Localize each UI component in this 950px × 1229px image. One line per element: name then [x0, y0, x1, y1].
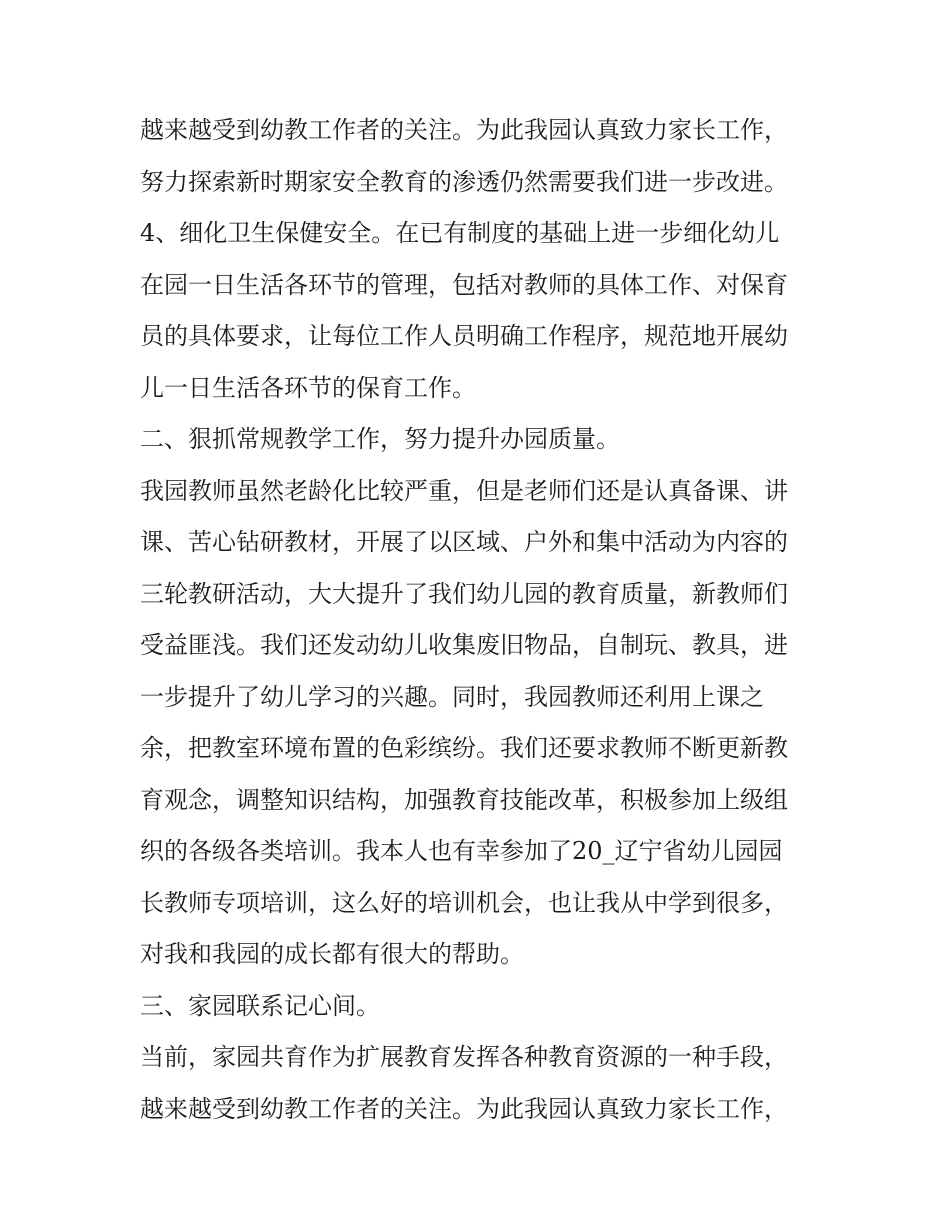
text-line: 员的具体要求，让每位工作人员明确工作程序，规范地开展幼 — [140, 322, 788, 350]
text-line: 三轮教研活动，大大提升了我们幼儿园的教育质量，新教师们 — [140, 579, 788, 608]
text-line: 4、细化卫生保健安全。在已有制度的基础上进一步细化幼儿 — [140, 219, 780, 247]
document-body — [140, 105, 830, 1135]
text-line: 我园教师虽然老龄化比较严重，但是老师们还是认真备课、讲 — [140, 476, 788, 505]
text-line: 课、苦心钻研教材，开展了以区域、户外和集中活动为内容的 — [140, 528, 788, 556]
text-line: 当前，家园共育作为扩展教育发挥各种教育资源的一种手段， — [140, 1043, 788, 1071]
text-line: 余，把教室环境布置的色彩缤纷。我们还要求教师不断更新教 — [140, 734, 788, 762]
section-heading: 三、家园联系记心间。 — [140, 991, 380, 1020]
text-line: 努力探索新时期家安全教育的渗透仍然需要我们进一步改进。 — [140, 167, 788, 196]
text-line: 一步提升了幼儿学习的兴趣。同时，我园教师还利用上课之 — [140, 682, 764, 711]
text-line: 长教师专项培训，这么好的培训机会，也让我从中学到很多， — [140, 888, 788, 917]
text-line: 受益匪浅。我们还发动幼儿收集废旧物品，自制玩、教具，进 — [140, 631, 788, 659]
text-line: 越来越受到幼教工作者的关注。为此我园认真致力家长工作， — [140, 1094, 788, 1123]
text-line: 越来越受到幼教工作者的关注。为此我园认真致力家长工作， — [140, 116, 788, 144]
text-line: 育观念，调整知识结构，加强教育技能改革，积极参加上级组 — [140, 785, 788, 814]
text-line: 在园一日生活各环节的管理，包括对教师的具体工作、对保育 — [140, 270, 788, 299]
section-heading: 二、狠抓常规教学工作，努力提升办园质量。 — [140, 425, 620, 453]
text-line: 织的各级各类培训。我本人也有幸参加了20_辽宁省幼儿园园 — [140, 837, 783, 865]
text-line: 对我和我园的成长都有很大的帮助。 — [140, 940, 524, 968]
text-line: 儿一日生活各环节的保育工作。 — [140, 373, 476, 402]
